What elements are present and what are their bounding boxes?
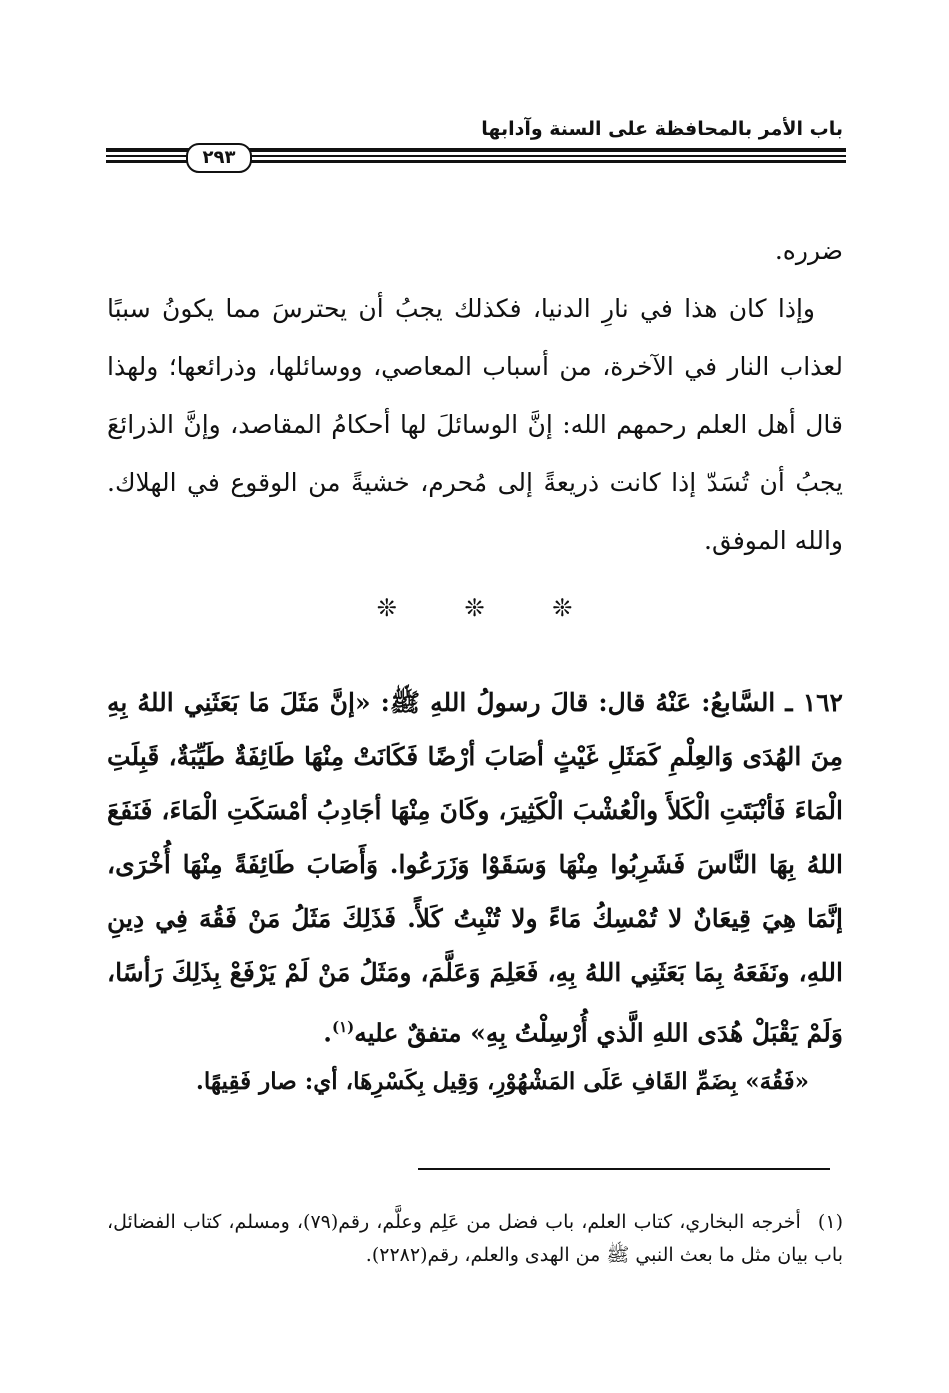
asterism-icon: ❊	[376, 594, 397, 622]
main-text	[107, 222, 843, 570]
footnote-text: أخرجه البخاري، كتاب العلم، باب فضل من عَلِم وعلَّم، رقم(٧٩)، ومسلم، كتاب الفضائل، باب بيان مثل ما بعث النبي ﷺ من الهدى والعلم، رقم(٢٢٨٢).	[107, 1211, 843, 1266]
asterism-icon: ❊	[464, 594, 485, 622]
asterism-icon: ❊	[552, 594, 573, 622]
footnote-separator	[418, 1168, 830, 1170]
paragraph: وإذا كان هذا في نارِ الدنيا، فكذلك يجبُ أن يحترسَ مما يكونُ سببًا لعذاب النار في الآخرة، من أسباب المعاصي، ووسائلها، وذرائعها؛ ولهذا قال أهل العلم رحمهم الله: إنَّ الوسائلَ لها أحكامُ المقاصد، وإنَّ الذرائعَ يجبُ أن تُسَدّ إذا كانت ذريعةً إلى مُحرم، خشيةً من الوقوع في الهلاك. والله الموفق.	[107, 294, 843, 555]
explanatory-note: «فَقُهَ» بِضَمِّ القَافِ عَلَى المَشْهُوْرِ، وَقِيل بِكَسْرِهَا، أي: صار فَقِيهًا.	[195, 1068, 809, 1095]
hadith-end-mark: .	[323, 1018, 332, 1048]
footnote	[107, 1206, 843, 1272]
hadith-number: ١٦٢	[802, 688, 843, 717]
footnote-marker: (١)	[817, 1211, 843, 1233]
running-title: باب الأمر بالمحافظة على السنة وآدابها	[481, 118, 843, 140]
paragraph-continuation: ضرره.	[774, 236, 843, 265]
hadith-body: ـ السَّابعُ: عَنْهُ قال: قالَ رسولُ اللهِ ﷺ: «إنَّ مَثَلَ مَا بَعَثَنِي اللهُ بِهِ مِنَ الهُدَى وَالعِلْمِ كَمَثَلِ غَيْثٍ أصَابَ أرْضًا فَكَانَتْ مِنْهَا طَائِفَةٌ طَيِّبَةٌ، قَبِلَتِ الْمَاءَ فَأنْبَتَتِ الْكَلأَ والْعُشْبَ الْكَثِيرَ، وكَانَ مِنْهَا أجَادِبُ أمْسَكَتِ الْمَاءَ، فَنَفَعَ اللهُ بِهَا النَّاسَ فَشَرِبُوا مِنْهَا وَسَقَوْا وَزَرَعُوا. وَأَصَابَ طَائِفَةً مِنْهَا أُخْرَى، إنَّمَا هِيَ قِيعَانٌ لا تُمْسِكُ مَاءً ولا تُنْبِتُ كَلأً. فَذَلِكَ مَثَلُ مَنْ فَقُهَ فِي دِينِ اللهِ، ونَفَعَهُ بِمَا بَعَثَنِي اللهُ بِهِ، فَعَلِمَ وَعَلَّمَ، ومَثَلُ مَنْ لَمْ يَرْفَعْ بِذَلِكَ رَأسًا، وَلَمْ يَقْبَلْ هُدَى اللهِ الَّذي أُرْسِلْتُ بِهِ» متفقٌ عليه	[107, 688, 843, 1048]
page-number: ٢٩٣	[186, 143, 252, 173]
footnote-reference[interactable]: (١)	[331, 1018, 355, 1036]
hadith-text	[107, 676, 843, 1060]
section-separator	[0, 594, 949, 622]
